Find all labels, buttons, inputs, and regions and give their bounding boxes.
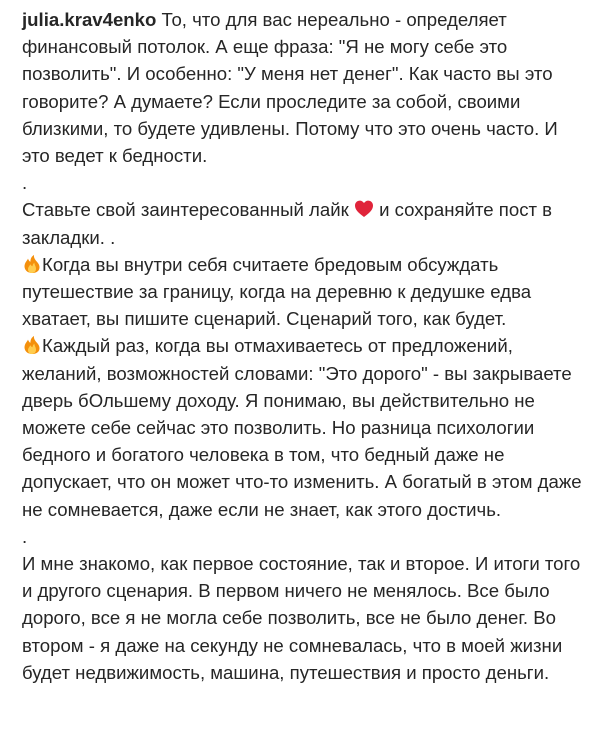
username-link[interactable]: julia.krav4enko xyxy=(22,9,157,30)
caption-text-2a: Ставьте свой заинтересованный лайк xyxy=(22,199,349,221)
fire-icon xyxy=(22,254,42,274)
caption-paragraph-4 xyxy=(22,332,582,522)
caption-paragraph-5: И мне знакомо, как первое состояние, так и второе. И итоги того и другого сценария. В первом ничего не менялось. Все было дорого, все я не могла себе позволить, все не было денег. Во втором - я даже на секунду не сомневалась, что в моей жизни будет недвижимость, машина, путешествия и просто деньги. xyxy=(22,553,581,683)
fire-icon xyxy=(22,335,42,355)
separator-dot-2: . xyxy=(22,525,28,547)
caption-paragraph-3 xyxy=(22,251,582,333)
separator-dot-1: . xyxy=(22,172,28,194)
heart-icon xyxy=(354,199,374,219)
caption-paragraph-1 xyxy=(22,6,582,169)
caption-text-1: То, что для вас нереально - определяет финансовый потолок. А еще фраза: "Я не могу себе это позволить". И особенно: "У меня нет денег". Как часто вы это говорите? А думаете? Если проследите за собой, своими близкими, то будете удивлены. Потому что это очень часто. И это ведет к бедности. xyxy=(22,9,558,167)
caption-text-3: Когда вы внутри себя считаете бредовым обсуждать путешествие за границу, когда на деревню к дедушке едва хватает, вы пишите сценарий. Сценарий того, как будет. xyxy=(22,253,532,330)
post-caption xyxy=(22,6,582,686)
caption-text-2b: и сохраняйте пост в закладки. . xyxy=(22,199,553,248)
caption-text-4: Каждый раз, когда вы отмахиваетесь от предложений, желаний, возможностей словами: "Это дорого" - вы закрываете дверь бОльшему доходу. Я понимаю, вы действительно не можете себе сейчас это позволить. Но разница психологии бедного и богатого человека в том, что бедный даже не допускает, что он может что-то изменить. А богатый в этом даже не сомневается, даже если не знает, как этого достичь. xyxy=(22,335,582,520)
caption-paragraph-2 xyxy=(22,196,582,250)
